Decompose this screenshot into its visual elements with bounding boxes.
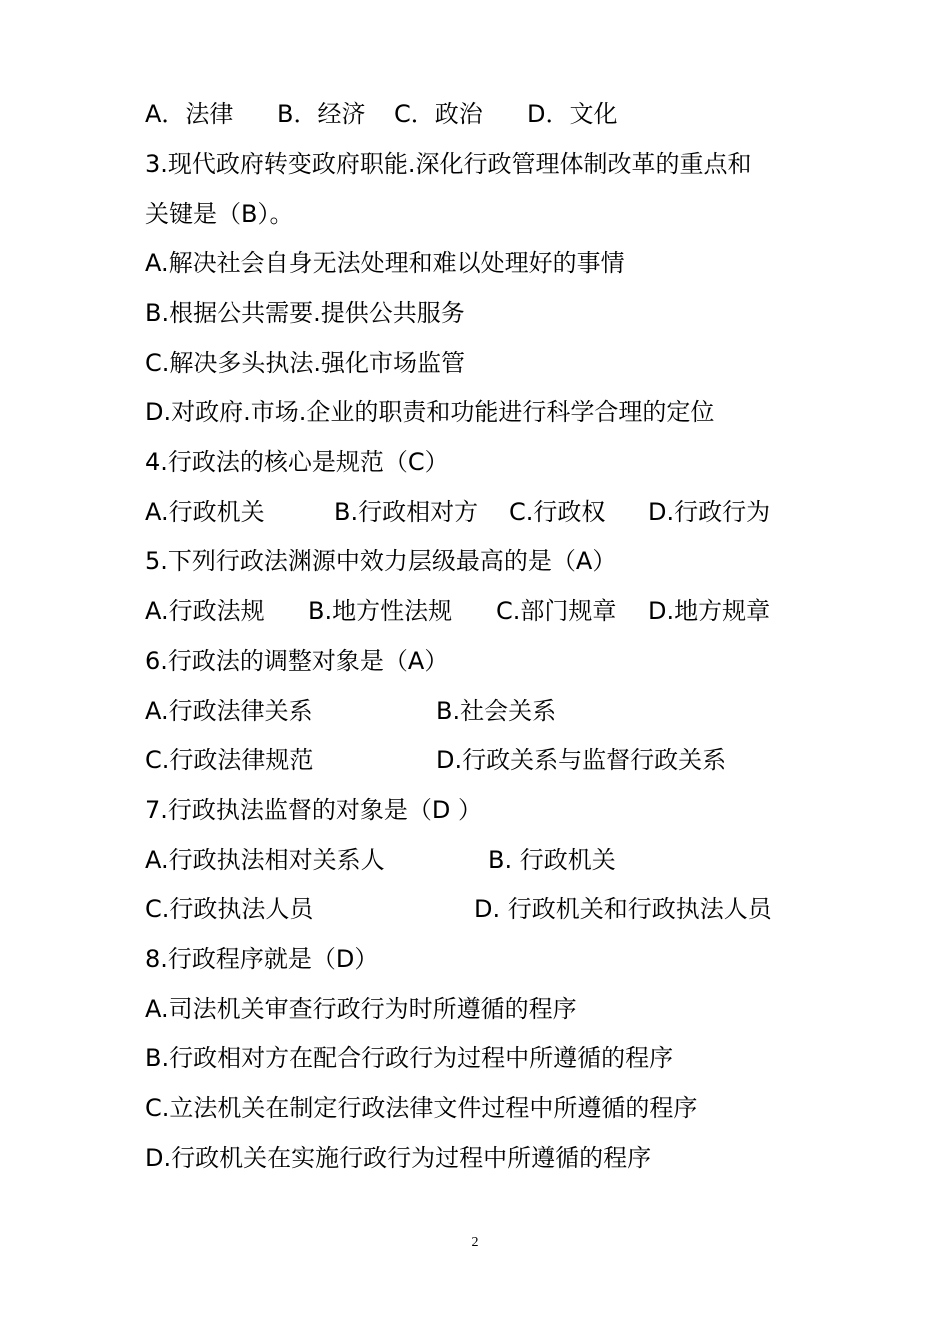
q7-stem: 7.行政执法监督的对象是（D ） [145,796,483,824]
q3-stem-line1: 3.现代政府转变政府职能.深化行政管理体制改革的重点和 [145,150,752,178]
q6-option-d: D.行政关系与监督行政关系 [436,746,727,774]
q8-option-c: C.立法机关在制定行政法律文件过程中所遵循的程序 [145,1094,698,1122]
q4-option-d: D.行政行为 [648,498,771,526]
q3-option-b: B.根据公共需要.提供公共服务 [145,299,465,327]
q4-option-c: C.行政权 [509,498,606,526]
q3-option-d: D.对政府.市场.企业的职责和功能进行科学合理的定位 [145,398,715,426]
q7-option-a: A.行政执法相对关系人 [145,846,385,874]
q5-option-c: C.部门规章 [496,597,617,625]
q7-option-b: B. 行政机关 [488,846,616,874]
q3-option-c: C.解决多头执法.强化市场监管 [145,349,466,377]
q4-option-a: A.行政机关 [145,498,265,526]
q2-option-b: B．经济 [277,100,366,128]
q5-stem: 5.下列行政法渊源中效力层级最高的是（A） [145,547,617,575]
q7-option-d: D. 行政机关和行政执法人员 [474,895,772,923]
q3-stem-line2: 关键是（B）。 [145,200,294,228]
q2-option-a: A．法律 [145,100,234,128]
q6-option-c: C.行政法律规范 [145,746,314,774]
q4-option-b: B.行政相对方 [334,498,479,526]
page-number: 2 [471,1235,479,1250]
q6-option-b: B.社会关系 [436,697,557,725]
q8-option-a: A.司法机关审查行政行为时所遵循的程序 [145,995,577,1023]
q5-option-a: A.行政法规 [145,597,265,625]
q8-stem: 8.行政程序就是（D） [145,945,379,973]
q2-option-d: D．文化 [527,100,618,128]
q7-option-c: C.行政执法人员 [145,895,314,923]
q8-option-b: B.行政相对方在配合行政行为过程中所遵循的程序 [145,1044,674,1072]
q3-option-a: A.解决社会自身无法处理和难以处理好的事情 [145,249,625,277]
q6-stem: 6.行政法的调整对象是（A） [145,647,449,675]
q8-option-d: D.行政机关在实施行政行为过程中所遵循的程序 [145,1144,652,1172]
q6-option-a: A.行政法律关系 [145,697,313,725]
q5-option-b: B.地方性法规 [308,597,453,625]
q2-option-c: C．政治 [394,100,483,128]
q4-stem: 4.行政法的核心是规范（C） [145,448,449,476]
q5-option-d: D.地方规章 [648,597,771,625]
